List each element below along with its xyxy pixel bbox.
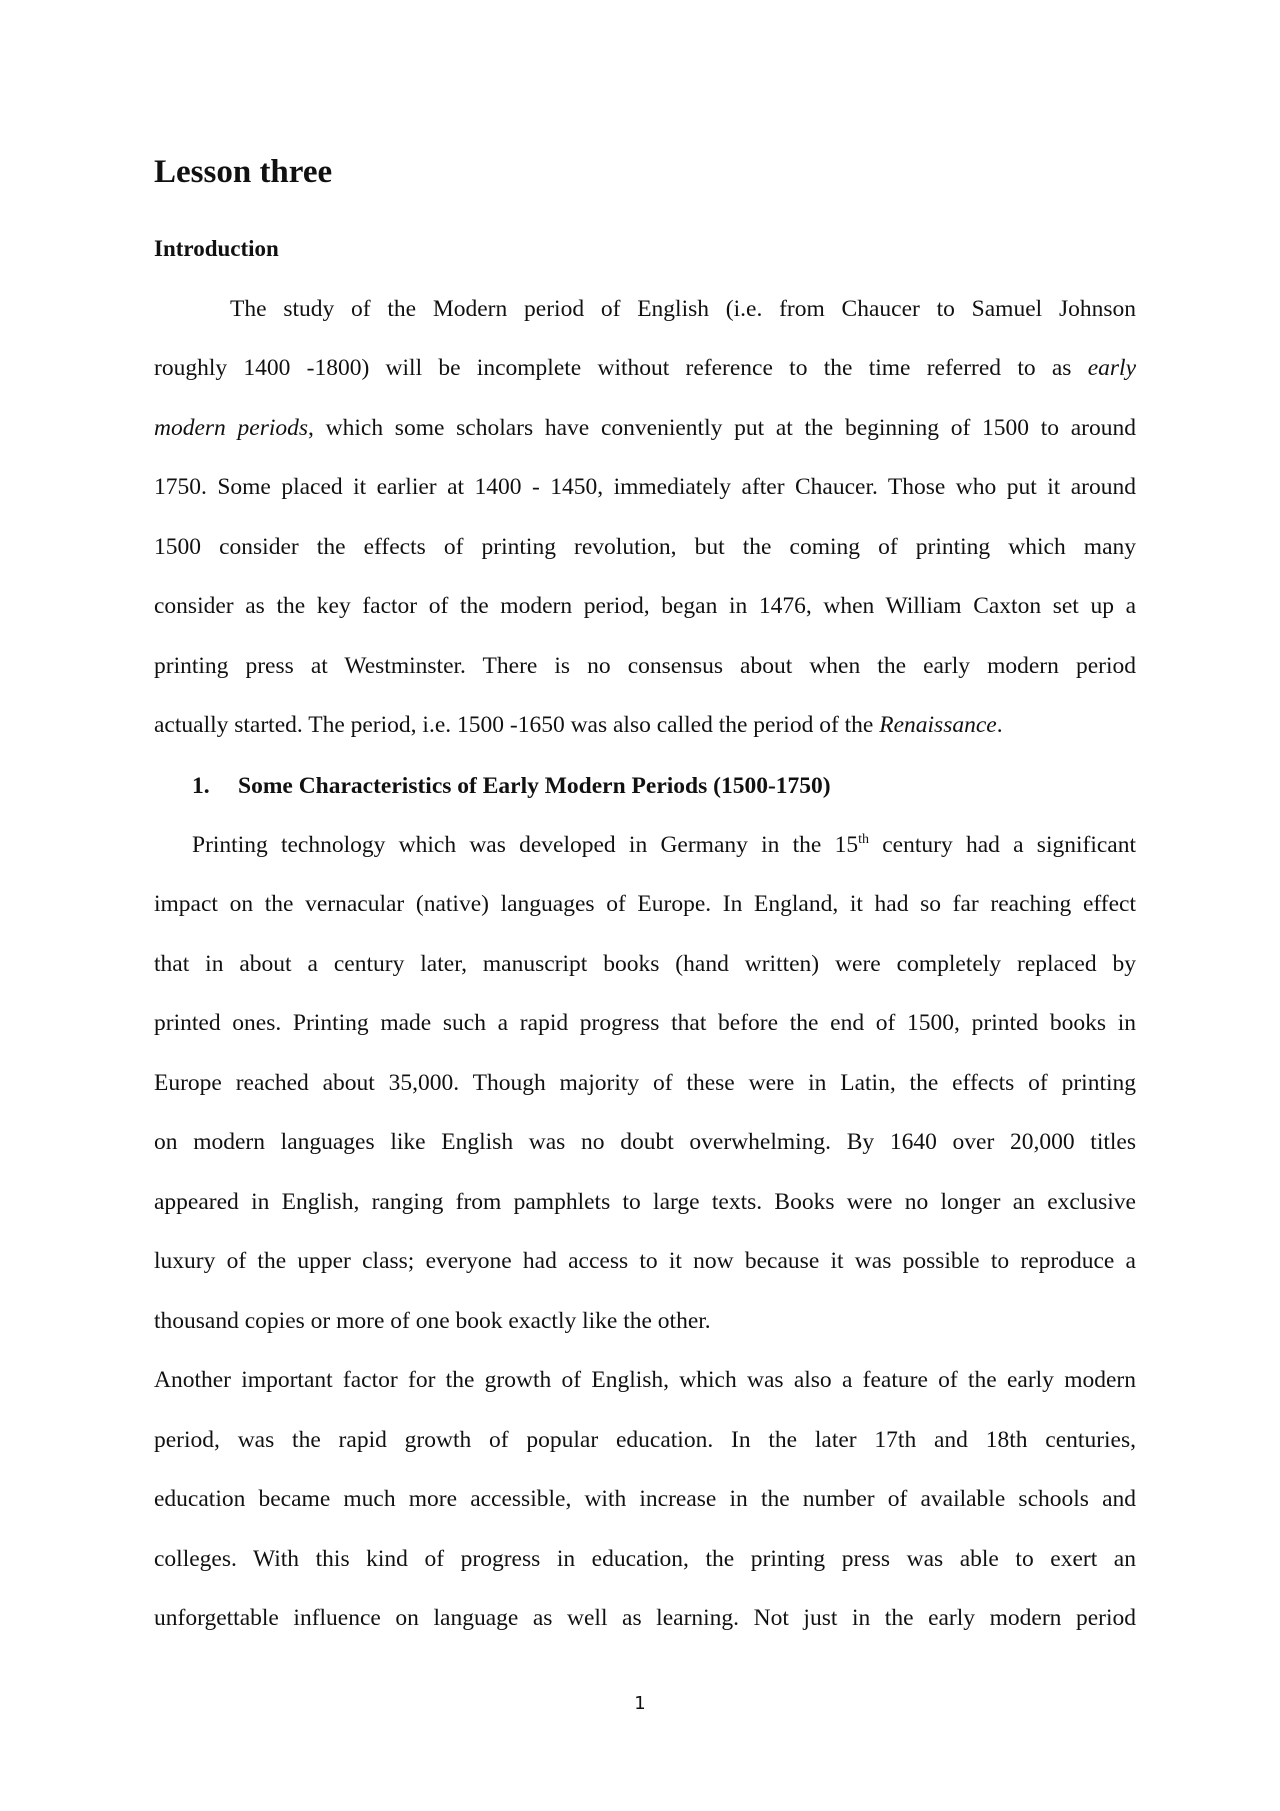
body-text: Printing technology which was developed in Germany in the 15 xyxy=(192,832,859,858)
section-1-heading xyxy=(192,769,831,803)
section-number: 1. xyxy=(192,773,210,799)
intro-text: . xyxy=(996,712,1003,738)
body-line: thousand copies or more of one book exactly like the other. xyxy=(154,1308,711,1334)
page-number: 1 xyxy=(634,1693,646,1714)
intro-italic-text: early xyxy=(1087,355,1137,381)
intro-line: consider as the key factor of the modern period, began in 1476, when William Caxton set up a xyxy=(154,593,1136,619)
body-line: that in about a century later, manuscript books (hand written) were completely replaced by xyxy=(154,951,1136,977)
body-line: on modern languages like English was no doubt overwhelming. By 1640 over 20,000 titles xyxy=(154,1129,1136,1155)
body-line: impact on the vernacular (native) languages of Europe. In England, it had so far reaching effect xyxy=(154,891,1136,917)
intro-text: actually started. The period, i.e. 1500 -1650 was also called the period of the xyxy=(154,712,874,738)
body-line: Europe reached about 35,000. Though majority of these were in Latin, the effects of printing xyxy=(154,1070,1136,1096)
superscript-th: th xyxy=(858,832,869,848)
body-line xyxy=(192,828,1136,862)
body-text: century had a significant xyxy=(882,832,1137,858)
introduction-heading: Introduction xyxy=(154,236,279,261)
intro-line: printing press at Westminster. There is no consensus about when the early modern period xyxy=(154,653,1136,679)
body-line: printed ones. Printing made such a rapid progress that before the end of 1500, printed books in xyxy=(154,1010,1136,1036)
body-line: unforgettable influence on language as well as learning. Not just in the early modern period xyxy=(154,1605,1136,1631)
intro-text: roughly 1400 -1800) will be incomplete without reference to the time referred to as xyxy=(154,355,1072,381)
lesson-title: Lesson three xyxy=(154,154,333,190)
intro-line: The study of the Modern period of English (i.e. from Chaucer to Samuel Johnson xyxy=(230,296,1136,322)
intro-line: 1750. Some placed it earlier at 1400 - 1450, immediately after Chaucer. Those who put it around xyxy=(154,474,1136,500)
intro-italic-text: Renaissance xyxy=(879,712,997,738)
body-line: period, was the rapid growth of popular education. In the later 17th and 18th centuries, xyxy=(154,1427,1136,1453)
intro-line xyxy=(154,351,1136,385)
body-line: appeared in English, ranging from pamphlets to large texts. Books were no longer an exclusive xyxy=(154,1189,1136,1215)
intro-line: 1500 consider the effects of printing revolution, but the coming of printing which many xyxy=(154,534,1136,560)
body-line: Another important factor for the growth of English, which was also a feature of the early modern xyxy=(154,1367,1136,1393)
body-line: luxury of the upper class; everyone had access to it now because it was possible to reproduce a xyxy=(154,1248,1136,1274)
body-line: colleges. With this kind of progress in education, the printing press was able to exert an xyxy=(154,1546,1136,1572)
intro-text: , which some scholars have conveniently put at the beginning of 1500 to around xyxy=(308,415,1137,441)
intro-line xyxy=(154,411,1136,445)
body-line: education became much more accessible, with increase in the number of available schools and xyxy=(154,1486,1136,1512)
intro-line xyxy=(154,708,1136,742)
section-title: Some Characteristics of Early Modern Periods (1500-1750) xyxy=(238,773,831,799)
intro-italic-text: modern periods xyxy=(154,415,309,441)
